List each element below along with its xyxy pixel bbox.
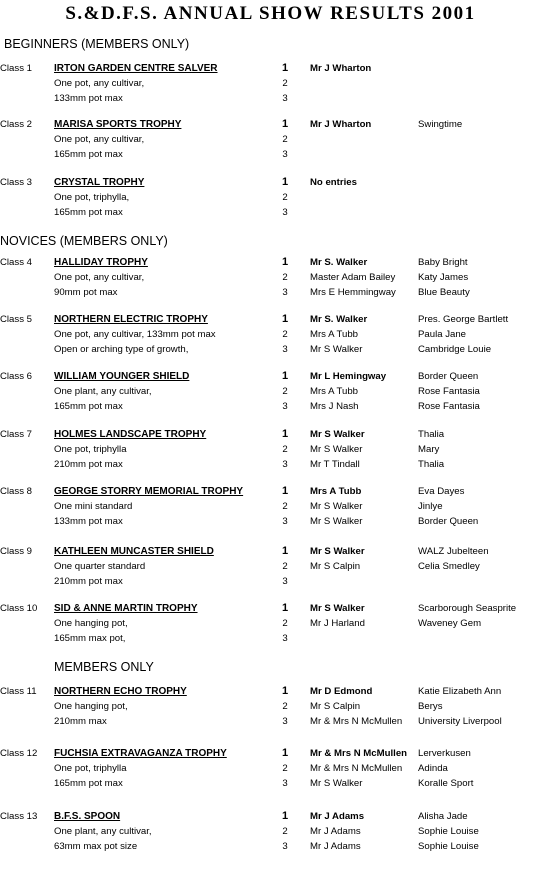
result-row	[0, 255, 541, 270]
placing: 1	[281, 545, 289, 557]
result-row	[0, 514, 541, 529]
result-row	[0, 601, 541, 616]
result-row	[0, 559, 541, 574]
class-description: 90mm pot max	[54, 287, 118, 298]
class-entry	[0, 117, 541, 162]
class-description: One pot, any cultivar, 133mm pot max	[54, 329, 216, 340]
placing: 3	[282, 576, 288, 587]
result-row	[0, 616, 541, 631]
exhibitor-name: Mr J Adams	[310, 811, 365, 822]
result-row	[0, 544, 541, 559]
class-description: One plant, any cultivar,	[54, 386, 152, 397]
cultivar-name: Sophie Louise	[418, 826, 479, 837]
placing: 2	[282, 763, 288, 774]
trophy-name: SID & ANNE MARTIN TROPHY	[54, 603, 198, 614]
class-description: One hanging pot,	[54, 618, 128, 629]
placing: 1	[281, 747, 289, 759]
section-heading-beginners: BEGINNERS (MEMBERS ONLY)	[4, 37, 190, 51]
exhibitor-name: Mr S Walker	[310, 344, 363, 355]
result-row	[0, 499, 541, 514]
placing: 2	[282, 444, 288, 455]
class-description: One plant, any cultivar,	[54, 826, 152, 837]
cultivar-name: Eva Dayes	[418, 486, 465, 497]
class-description: 133mm pot max	[54, 516, 123, 527]
class-number: Class 3	[0, 177, 32, 188]
result-row	[0, 746, 541, 761]
exhibitor-name: Mr T Tindall	[310, 459, 360, 470]
placing: 1	[281, 685, 289, 697]
result-row	[0, 117, 541, 132]
result-row	[0, 399, 541, 414]
class-description: 133mm pot max	[54, 93, 123, 104]
class-description: One hanging pot,	[54, 701, 128, 712]
placing: 1	[281, 256, 289, 268]
placing: 3	[282, 778, 288, 789]
trophy-name: NORTHERN ELECTRIC TROPHY	[54, 314, 208, 325]
exhibitor-name: Mr J Adams	[310, 841, 361, 852]
trophy-name: IRTON GARDEN CENTRE SALVER	[54, 63, 218, 74]
exhibitor-name: Mr & Mrs N McMullen	[310, 763, 403, 774]
placing: 3	[282, 207, 288, 218]
result-row	[0, 175, 541, 190]
class-number: Class 11	[0, 686, 37, 697]
placing: 2	[282, 192, 288, 203]
class-entry	[0, 809, 541, 854]
class-description: 210mm pot max	[54, 576, 123, 587]
section-heading-members: MEMBERS ONLY	[54, 660, 154, 674]
trophy-name: WILLIAM YOUNGER SHIELD	[54, 371, 190, 382]
exhibitor-name: No entries	[310, 177, 357, 188]
cultivar-name: Border Queen	[418, 516, 479, 527]
placing: 1	[281, 370, 289, 382]
exhibitor-name: Mr J Harland	[310, 618, 365, 629]
trophy-name: GEORGE STORRY MEMORIAL TROPHY	[54, 486, 244, 497]
exhibitor-name: Mrs A Tubb	[310, 386, 358, 397]
trophy-name: CRYSTAL TROPHY	[54, 177, 145, 188]
exhibitor-name: Mrs E Hemmingway	[310, 287, 396, 298]
exhibitor-name: Mr S Walker	[310, 603, 365, 614]
class-description: 165mm max pot,	[54, 633, 126, 644]
cultivar-name: Pres. George Bartlett	[418, 314, 509, 325]
cultivar-name: Border Queen	[418, 371, 479, 382]
placing: 1	[281, 313, 289, 325]
exhibitor-name: Mr S Walker	[310, 546, 365, 557]
class-description: One pot, triphylla	[54, 763, 127, 774]
class-description: 63mm max pot size	[54, 841, 138, 852]
placing: 3	[282, 516, 288, 527]
cultivar-name: Blue Beauty	[418, 287, 470, 298]
placing: 2	[282, 618, 288, 629]
exhibitor-name: Mr S Walker	[310, 429, 365, 440]
placing: 2	[282, 386, 288, 397]
cultivar-name: Cambridge Louie	[418, 344, 492, 355]
class-entry	[0, 746, 541, 791]
cultivar-name: Berys	[418, 701, 443, 712]
placing: 2	[282, 701, 288, 712]
class-number: Class 8	[0, 486, 32, 497]
placing: 2	[282, 134, 288, 145]
cultivar-name: Sophie Louise	[418, 841, 479, 852]
class-number: Class 10	[0, 603, 38, 614]
exhibitor-name: Mr J Wharton	[310, 63, 372, 74]
trophy-name: HOLMES LANDSCAPE TROPHY	[54, 429, 207, 440]
placing: 3	[282, 93, 288, 104]
exhibitor-name: Mr S Walker	[310, 501, 363, 512]
trophy-name: KATHLEEN MUNCASTER SHIELD	[54, 546, 214, 557]
placing: 1	[281, 428, 289, 440]
placing: 2	[282, 561, 288, 572]
result-row	[0, 484, 541, 499]
result-row	[0, 190, 541, 205]
cultivar-name: Celia Smedley	[418, 561, 480, 572]
placing: 3	[282, 459, 288, 470]
placing: 3	[282, 633, 288, 644]
class-entry	[0, 61, 541, 106]
placing: 3	[282, 287, 288, 298]
class-entry	[0, 427, 541, 472]
placing: 1	[281, 62, 289, 74]
cultivar-name: Jinlye	[418, 501, 443, 512]
class-description: One pot, triphylla,	[54, 192, 130, 203]
class-description: One pot, any cultivar,	[54, 78, 145, 89]
class-description: One pot, any cultivar,	[54, 272, 145, 283]
cultivar-name: University Liverpool	[418, 716, 502, 727]
trophy-name: HALLIDAY TROPHY	[54, 257, 148, 268]
class-description: 165mm pot max	[54, 149, 123, 160]
cultivar-name: Waveney Gem	[418, 618, 482, 629]
class-description: One quarter standard	[54, 561, 146, 572]
class-entry	[0, 684, 541, 729]
result-row	[0, 776, 541, 791]
placing: 3	[282, 841, 288, 852]
result-row	[0, 809, 541, 824]
exhibitor-name: Mrs A Tubb	[310, 329, 358, 340]
trophy-name: NORTHERN ECHO TROPHY	[54, 686, 187, 697]
placing: 3	[282, 716, 288, 727]
class-entry	[0, 175, 541, 220]
exhibitor-name: Mrs J Nash	[310, 401, 359, 412]
cultivar-name: Thalia	[418, 429, 445, 440]
placing: 1	[281, 602, 289, 614]
class-description: One pot, triphylla	[54, 444, 127, 455]
exhibitor-name: Mr J Adams	[310, 826, 361, 837]
class-description: 210mm max	[54, 716, 107, 727]
exhibitor-name: Mr S. Walker	[310, 314, 368, 325]
result-row	[0, 824, 541, 839]
class-number: Class 1	[0, 63, 32, 74]
exhibitor-name: Mr D Edmond	[310, 686, 373, 697]
result-row	[0, 91, 541, 106]
class-entry	[0, 544, 541, 589]
class-entry	[0, 601, 541, 646]
result-row	[0, 342, 541, 357]
result-row	[0, 384, 541, 399]
result-row	[0, 574, 541, 589]
result-row	[0, 285, 541, 300]
exhibitor-name: Mrs A Tubb	[310, 486, 362, 497]
result-row	[0, 839, 541, 854]
exhibitor-name: Mr S Walker	[310, 444, 363, 455]
placing: 1	[281, 485, 289, 497]
page-title: S.&D.F.S. ANNUAL SHOW RESULTS 2001	[65, 3, 476, 24]
placing: 2	[282, 329, 288, 340]
result-row	[0, 684, 541, 699]
exhibitor-name: Mr S Calpin	[310, 701, 361, 712]
cultivar-name: Koralle Sport	[418, 778, 474, 789]
placing: 2	[282, 78, 288, 89]
result-row	[0, 631, 541, 646]
trophy-name: FUCHSIA EXTRAVAGANZA TROPHY	[54, 748, 227, 759]
trophy-name: B.F.S. SPOON	[54, 811, 121, 822]
class-entry	[0, 369, 541, 414]
placing: 1	[281, 176, 289, 188]
exhibitor-name: Mr J Wharton	[310, 119, 372, 130]
exhibitor-name: Mr L Hemingway	[310, 371, 387, 382]
class-description: 165mm pot max	[54, 207, 123, 218]
result-row	[0, 457, 541, 472]
placing: 3	[282, 401, 288, 412]
cultivar-name: Paula Jane	[418, 329, 467, 340]
trophy-name: MARISA SPORTS TROPHY	[54, 119, 182, 130]
class-number: Class 9	[0, 546, 32, 557]
class-number: Class 7	[0, 429, 32, 440]
placing: 1	[281, 118, 289, 130]
class-number: Class 13	[0, 811, 38, 822]
result-row	[0, 312, 541, 327]
cultivar-name: Mary	[418, 444, 440, 455]
cultivar-name: Scarborough Seasprite	[418, 603, 517, 614]
exhibitor-name: Mr & Mrs N McMullen	[310, 716, 403, 727]
cultivar-name: Lerverkusen	[418, 748, 471, 759]
exhibitor-name: Master Adam Bailey	[310, 272, 396, 283]
exhibitor-name: Mr S. Walker	[310, 257, 368, 268]
class-description: 210mm pot max	[54, 459, 123, 470]
placing: 1	[281, 810, 289, 822]
result-row	[0, 714, 541, 729]
cultivar-name: Adinda	[418, 763, 448, 774]
cultivar-name: Alisha Jade	[418, 811, 468, 822]
result-row	[0, 205, 541, 220]
result-row	[0, 147, 541, 162]
exhibitor-name: Mr S Walker	[310, 778, 363, 789]
class-number: Class 12	[0, 748, 38, 759]
cultivar-name: Rose Fantasia	[418, 386, 480, 397]
exhibitor-name: Mr S Walker	[310, 516, 363, 527]
exhibitor-name: Mr S Calpin	[310, 561, 361, 572]
cultivar-name: Katie Elizabeth Ann	[418, 686, 502, 697]
result-row	[0, 327, 541, 342]
class-description: 165mm pot max	[54, 401, 123, 412]
section-heading-novices: NOVICES (MEMBERS ONLY)	[0, 234, 168, 248]
class-description: 165mm pot max	[54, 778, 123, 789]
class-number: Class 6	[0, 371, 32, 382]
result-row	[0, 270, 541, 285]
class-description: Open or arching type of growth,	[54, 344, 189, 355]
cultivar-name: WALZ Jubelteen	[418, 546, 489, 557]
class-entry	[0, 312, 541, 357]
result-row	[0, 132, 541, 147]
result-row	[0, 442, 541, 457]
cultivar-name: Thalia	[418, 459, 445, 470]
class-number: Class 4	[0, 257, 32, 268]
cultivar-name: Katy James	[418, 272, 469, 283]
result-row	[0, 761, 541, 776]
result-row	[0, 61, 541, 76]
result-row	[0, 427, 541, 442]
class-number: Class 2	[0, 119, 32, 130]
placing: 3	[282, 149, 288, 160]
result-row	[0, 76, 541, 91]
class-description: One mini standard	[54, 501, 133, 512]
exhibitor-name: Mr & Mrs N McMullen	[310, 748, 408, 759]
placing: 2	[282, 826, 288, 837]
class-description: One pot, any cultivar,	[54, 134, 145, 145]
class-entry	[0, 484, 541, 529]
placing: 3	[282, 344, 288, 355]
cultivar-name: Rose Fantasia	[418, 401, 480, 412]
cultivar-name: Baby Bright	[418, 257, 468, 268]
result-row	[0, 699, 541, 714]
placing: 2	[282, 501, 288, 512]
result-row	[0, 369, 541, 384]
placing: 2	[282, 272, 288, 283]
cultivar-name: Swingtime	[418, 119, 463, 130]
class-number: Class 5	[0, 314, 32, 325]
class-entry	[0, 255, 541, 300]
